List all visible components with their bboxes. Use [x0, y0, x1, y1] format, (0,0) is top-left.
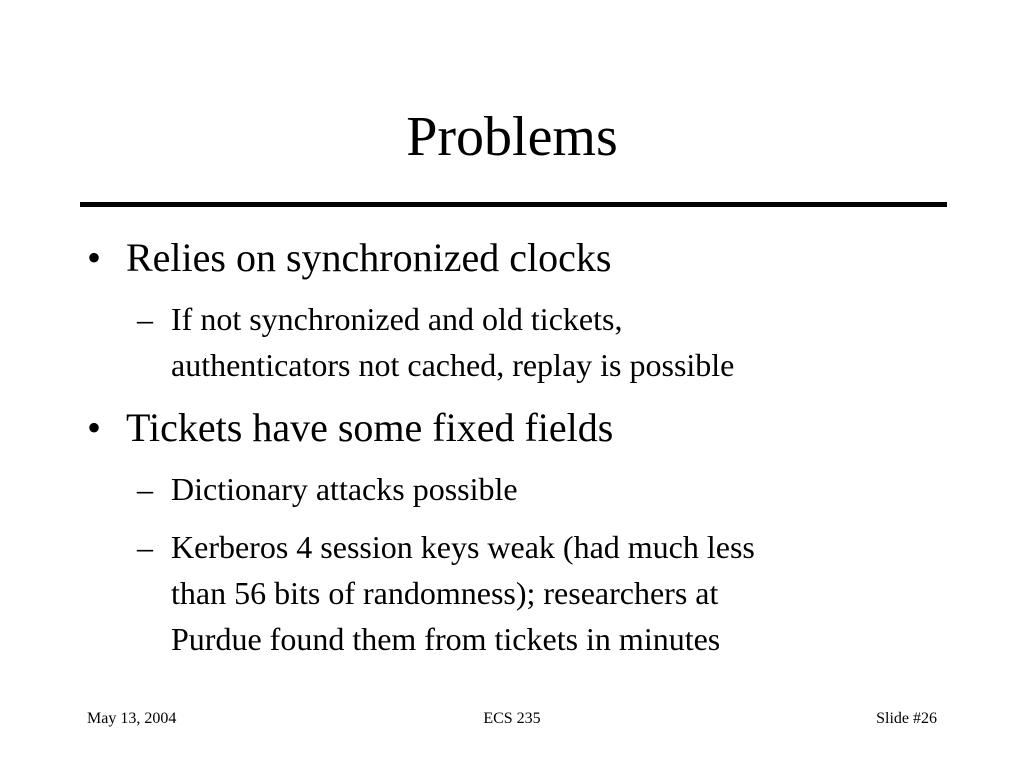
sub-bullet-line: authenticators not cached, replay is possible [171, 347, 735, 383]
bullet-marker: • [87, 405, 102, 450]
footer-date: May 13, 2004 [87, 710, 177, 727]
bullet-marker: • [87, 235, 102, 280]
title-underline [80, 202, 947, 207]
bullet-text: Tickets have some fixed fields [126, 405, 614, 450]
sub-bullet-line: If not synchronized and old tickets, [171, 301, 623, 337]
footer-slide-number: Slide #26 [876, 710, 937, 727]
sub-bullet-line: Kerberos 4 session keys weak (had much less [171, 529, 755, 565]
bullet-text: Relies on synchronized clocks [126, 235, 612, 280]
sub-bullet-marker: – [137, 471, 153, 507]
sub-bullet-line: than 56 bits of randomness); researchers at [171, 575, 719, 611]
sub-bullet-marker: – [137, 529, 153, 565]
footer-course: ECS 235 [483, 710, 541, 727]
sub-bullet-marker: – [137, 301, 153, 337]
slide-title: Problems [406, 106, 618, 168]
sub-bullet-line: Dictionary attacks possible [171, 471, 518, 507]
sub-bullet-line: Purdue found them from tickets in minutes [171, 621, 721, 657]
